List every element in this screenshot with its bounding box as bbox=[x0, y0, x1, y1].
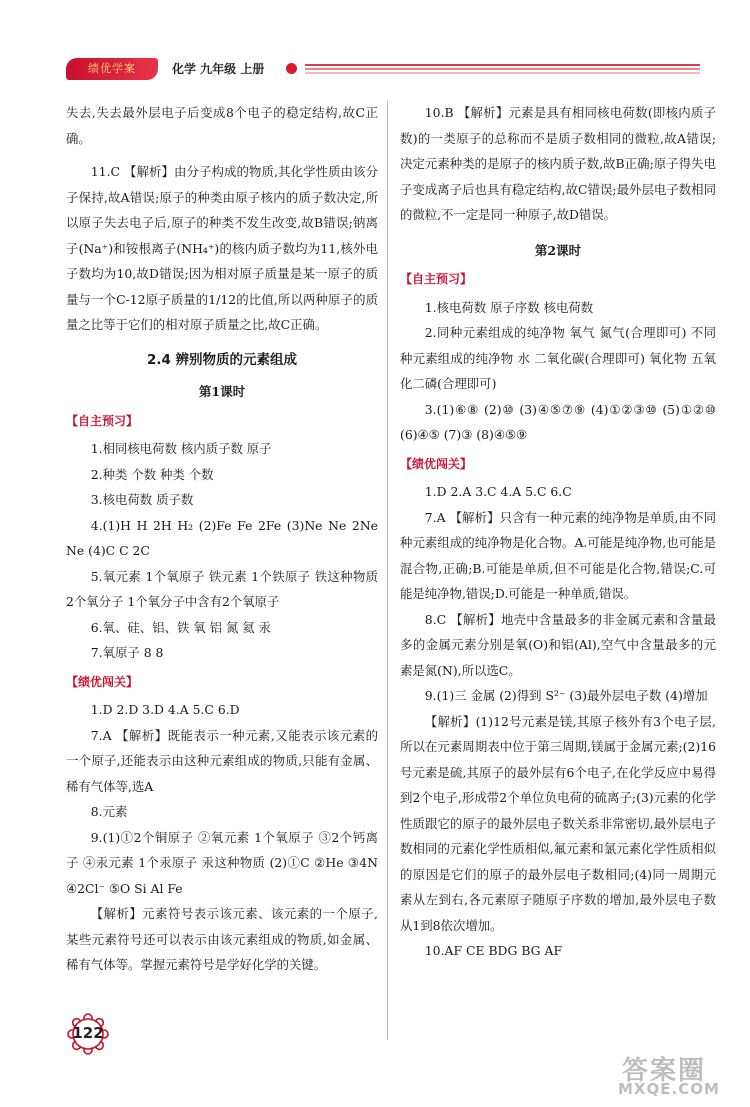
pass-7: 7.A 【解析】既能表示一种元素,又能表示该元素的一个原子,还能表示由这种元素组成的物质,只能有金属、稀有气体等,选A bbox=[66, 727, 378, 794]
preview-4: 4.(1)H H 2H H₂ (2)Fe Fe 2Fe (3)Ne Ne 2Ne Ne (4)C C 2C bbox=[66, 517, 378, 558]
pass-tag: 【绩优闯关】 bbox=[66, 674, 139, 689]
pass-9: 9.(1)三 金属 (2)得到 S²⁻ (3)最外层电子数 (4)增加 bbox=[424, 688, 708, 703]
pass-9: 9.(1)①2个铜原子 ②氧元素 1个氧原子 ③2个钙离子 ④汞元素 1个汞原子 汞这种物质 (2)①C ②He ③4N ④2Cl⁻ ⑤O Si Al Fe bbox=[66, 829, 378, 896]
page-header bbox=[0, 50, 750, 90]
preview-2: 2.种类 个数 种类 个数 bbox=[90, 466, 214, 482]
header-subtitle: 化学 九年级 上册 bbox=[172, 62, 265, 76]
preview-7: 7.氧原子 8 8 bbox=[90, 645, 164, 660]
preview-6: 6.氧、硅、铝、铁 氧 铝 氮 氦 汞 bbox=[90, 619, 271, 635]
watermark bbox=[612, 1050, 744, 1102]
lesson-title: 第2课时 bbox=[534, 242, 582, 258]
header-rule bbox=[305, 64, 700, 74]
left-column bbox=[66, 100, 378, 978]
right-column bbox=[400, 100, 716, 964]
page-number-text: 122 bbox=[72, 1024, 104, 1042]
pass-1: 1.D 2.A 3.C 4.A 5.C 6.C bbox=[424, 484, 572, 499]
answer-paragraph: 失去,失去最外层电子后变成8个电子的稳定结构,故C正确。 bbox=[66, 105, 378, 146]
preview-2: 2.同种元素组成的纯净物 氧气 氮气(合理即可) 不同种元素组成的纯净物 水 二氧化碳(合理即可) 氧化物 五氧化二磷(合理即可) bbox=[400, 325, 716, 391]
preview-1: 1.核电荷数 原子序数 核电荷数 bbox=[424, 299, 594, 315]
pass-8: 8.元素 bbox=[90, 804, 128, 819]
preview-3: 3.(1)⑥⑧ (2)⑩ (3)④⑤⑦⑨ (4)①②③⑩ (5)①②⑩ (6)④⑤ (7)③ (8)④⑤⑨ bbox=[400, 401, 716, 442]
watermark-url: MXQE.COM bbox=[618, 1080, 720, 1098]
preview-tag: 【自主预习】 bbox=[66, 413, 139, 428]
preview-tag: 【自主预习】 bbox=[400, 272, 473, 286]
section-title: 2.4 辨别物质的元素组成 bbox=[146, 351, 298, 368]
preview-1: 1.相同核电荷数 核内质子数 原子 bbox=[90, 441, 272, 456]
pass-10: 10.AF CE BDG BG AF bbox=[424, 943, 563, 958]
pass-9-analysis: 【解析】(1)12号元素是镁,其原子核外有3个电子层,所以在元素周期表中位于第三周期,镁属于金属元素;(2)16号元素是硫,其原子的最外层有6个电子,在化学反应中易得到2个电子,形成带2个单位负电荷的硫离子;(3)元素的化学性质跟它的原子的最外层电子数关系非常密切,最外层电子数相同的元素化学性质相似,氟元素和氯元素化学性质相似的原因是它们的原子的最外层电子数相同;(4)同一周期元素从左到右,各元素原子随原子序数的增加,最外层电子数从1到8依次增加。 bbox=[400, 713, 716, 933]
watermark-title: 答案圈 bbox=[622, 1056, 707, 1086]
lesson-title: 第1课时 bbox=[198, 384, 246, 399]
pass-7: 7.A 【解析】只含有一种元素的纯净物是单质,由不同种元素组成的纯净物是化合物。A.可能是纯净物,也可能是混合物,正确;B.可能是单质,但不可能是化合物,错误;C.可能是纯净物,错误;D.可能是一种单质,错误。 bbox=[400, 509, 716, 601]
header-dot-icon bbox=[286, 63, 297, 74]
column-divider bbox=[387, 100, 388, 1040]
page-number bbox=[66, 1012, 110, 1056]
answer-10: 10.B 【解析】元素是具有相同核电荷数(即核内质子数)的一类原子的总称而不是质子数相同的微粒,故A错误;决定元素种类的是原子的核内质子数,故B正确;原子得失电子变成离子后也具有稳定结构,故C错误;最外层电子数相同的微粒,不一定是同一种原子,故D错误。 bbox=[400, 105, 716, 222]
pass-9-analysis: 【解析】元素符号表示该元素、该元素的一个原子,某些元素符号还可以表示由该元素组成的物质,如金属、稀有气体等。掌握元素符号是学好化学的关键。 bbox=[66, 906, 378, 972]
answer-11: 11.C 【解析】由分子构成的物质,其化学性质由该分子保持,故A错误;原子的种类由原子核内的质子数决定,所以原子失去电子后,原子的种类不发生改变,故B错误;钠离子(Na⁺)和铵根离子(NH₄⁺)的核内质子数均为11,核外电子数均为10,故D错误;因为相对原子质量是某一原子的质量与一个C-12原子质量的1/12的比值,所以两种原子的质量之比等于它们的相对原子质量之比,故C正确。 bbox=[66, 164, 378, 332]
pass-1: 1.D 2.D 3.D 4.A 5.C 6.D bbox=[90, 702, 240, 717]
pass-8: 8.C 【解析】地壳中含量最多的非金属元素和含量最多的金属元素分别是氧(O)和铝(Al),空气中含量最多的元素是氮(N),所以选C。 bbox=[400, 611, 716, 678]
pass-tag: 【绩优闯关】 bbox=[400, 456, 473, 471]
preview-3: 3.核电荷数 质子数 bbox=[90, 492, 194, 507]
header-badge: 绩优学案 bbox=[66, 58, 158, 80]
preview-5: 5.氧元素 1个氧原子 铁元素 1个铁原子 铁这种物质 2个氧分子 1个氧分子中含有2个氧原子 bbox=[66, 568, 378, 609]
